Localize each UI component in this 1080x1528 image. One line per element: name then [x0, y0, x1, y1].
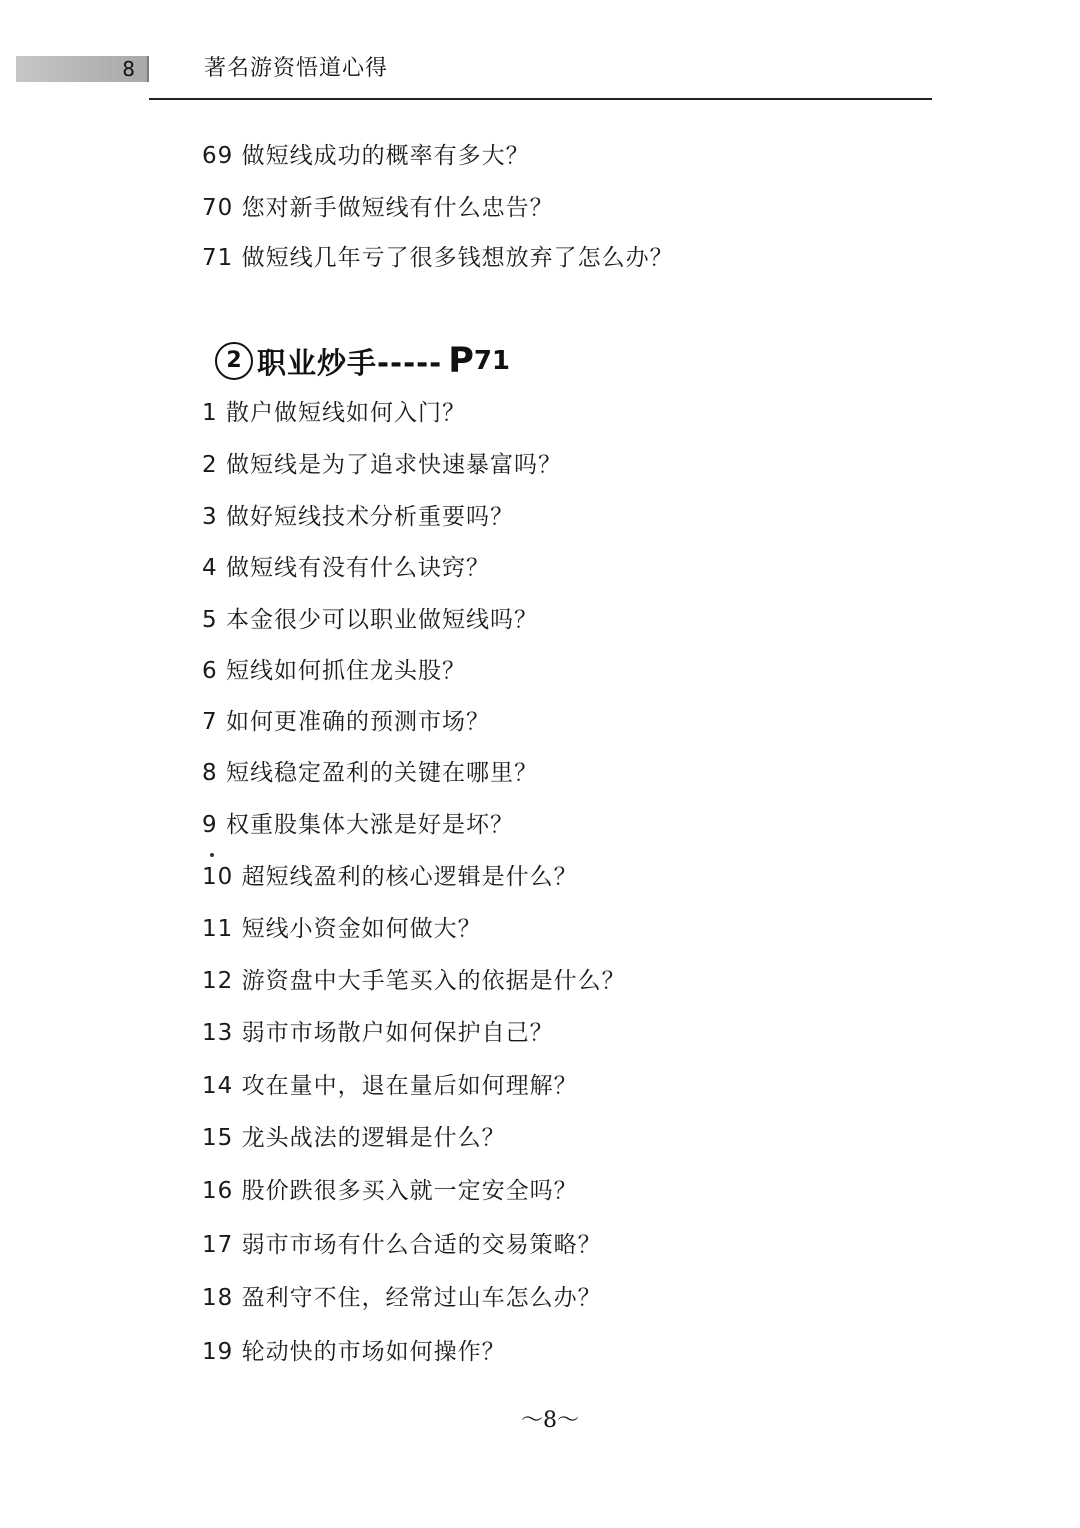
- question-item: 71 做短线几年亏了很多钱想放弃了怎么办？: [202, 245, 674, 271]
- section-page-prefix: P: [448, 341, 474, 381]
- question-item: 11 短线小资金如何做大？: [202, 916, 482, 942]
- question-item: 18 盈利守不住，经常过山车怎么办？: [202, 1285, 602, 1311]
- question-item: 14 攻在量中，退在量后如何理解？: [202, 1073, 578, 1099]
- question-item: 13 弱市市场散户如何保护自己？: [202, 1020, 554, 1046]
- question-item: 4 做短线有没有什么诀窍？: [202, 555, 490, 581]
- question-item: 17 弱市市场有什么合适的交易策略？: [202, 1232, 602, 1258]
- section-heading: [215, 336, 510, 386]
- question-item: 5 本金很少可以职业做短线吗？: [202, 607, 538, 633]
- header-divider: [149, 98, 932, 100]
- question-item: 15 龙头战法的逻辑是什么？: [202, 1125, 506, 1151]
- footer-page-number: ～8～: [521, 1408, 579, 1433]
- scan-speck: [210, 853, 214, 857]
- question-item: 19 轮动快的市场如何操作？: [202, 1339, 506, 1365]
- header-page-number: 8: [122, 57, 135, 81]
- question-item: 10 超短线盈利的核心逻辑是什么？: [202, 864, 578, 890]
- page-number-tab: [16, 56, 149, 82]
- running-title: 著名游资悟道心得: [204, 56, 389, 81]
- question-item: 8 短线稳定盈利的关键在哪里？: [202, 760, 538, 786]
- section-page-number: 71: [473, 346, 511, 376]
- section-title: 职业炒手-----: [257, 345, 443, 380]
- question-item: 6 短线如何抓住龙头股？: [202, 658, 466, 684]
- question-item: 2 做短线是为了追求快速暴富吗？: [202, 452, 562, 478]
- section-number-circle: 2: [215, 342, 253, 380]
- question-item: 7 如何更准确的预测市场？: [202, 709, 490, 735]
- question-item: 70 您对新手做短线有什么忠告？: [202, 195, 554, 221]
- question-item: 16 股价跌很多买入就一定安全吗？: [202, 1178, 578, 1204]
- question-item: 12 游资盘中大手笔买入的依据是什么？: [202, 968, 626, 994]
- question-item: 1 散户做短线如何入门？: [202, 400, 466, 426]
- question-item: 69 做短线成功的概率有多大？: [202, 143, 530, 169]
- question-item: 3 做好短线技术分析重要吗？: [202, 504, 514, 530]
- question-item: 9 权重股集体大涨是好是坏？: [202, 812, 514, 838]
